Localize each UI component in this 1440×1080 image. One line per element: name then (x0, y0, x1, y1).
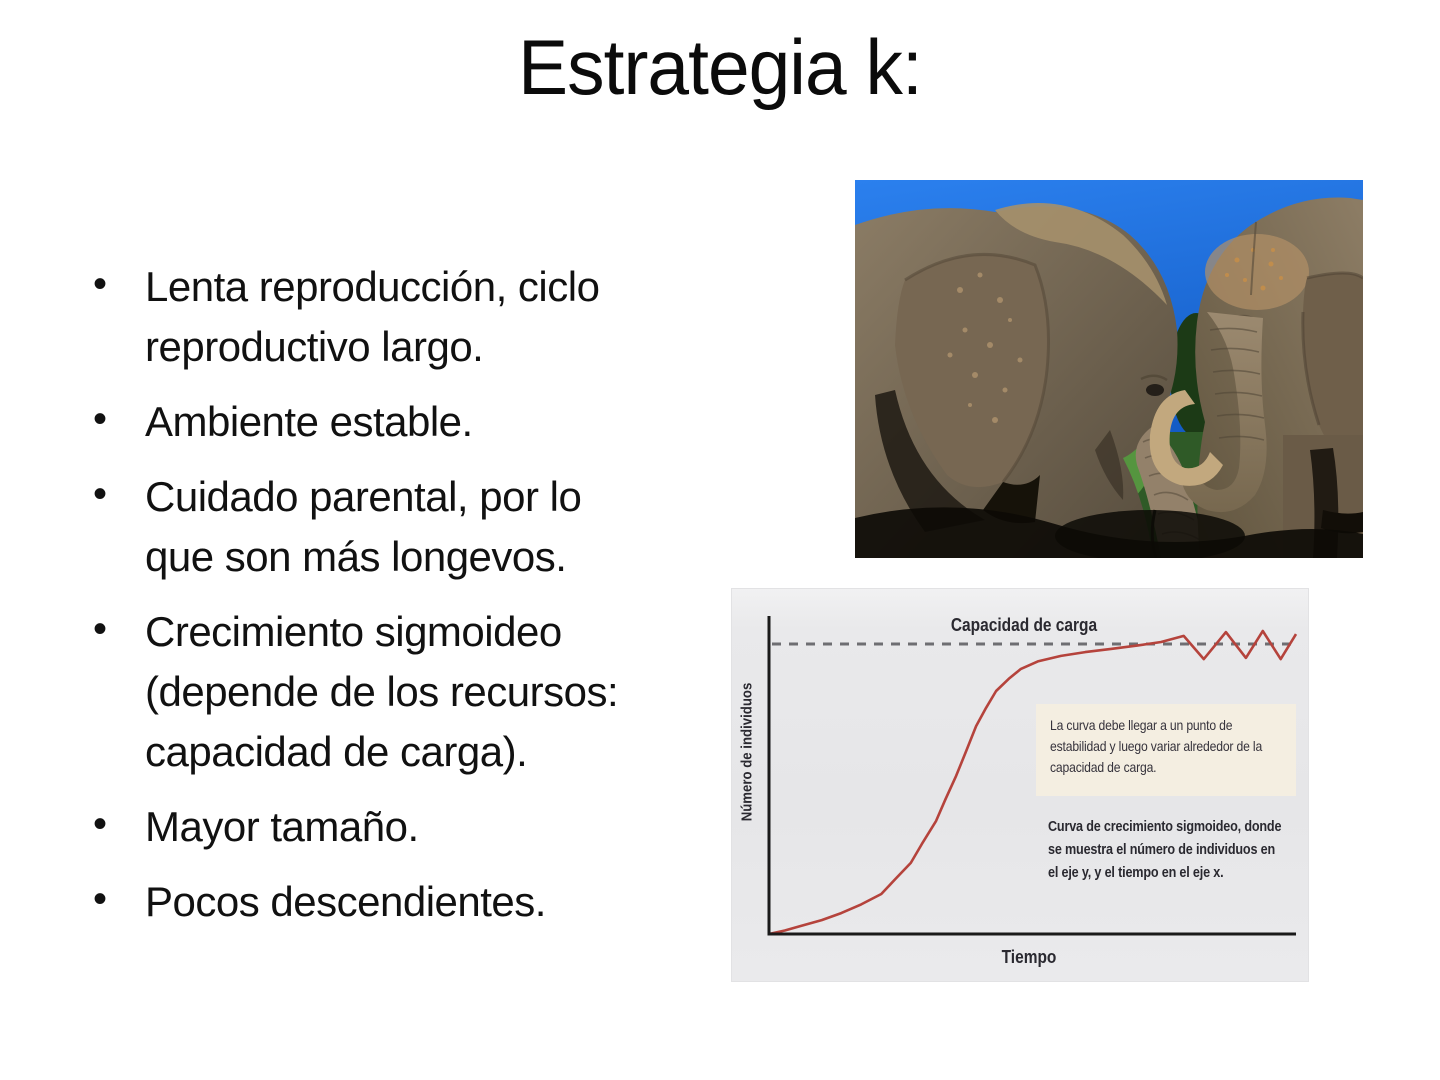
elephants-photo (855, 180, 1363, 558)
bullet-item: • Pocos descendientes. (88, 872, 708, 932)
x-axis-label: Tiempo (1001, 947, 1057, 967)
bullet-item: • Ambiente estable. (88, 392, 708, 452)
bullet-list (88, 257, 708, 947)
page-title: Estrategia k: (518, 23, 922, 111)
bullet-item: • Mayor tamaño. (88, 797, 708, 857)
bullet-item: • Cuidado parental, por lo que son más longevos. (88, 467, 708, 587)
stability-note-text: La curva debe llegar a un punto de estabilidad y luego variar alrededor de la capacidad de carga. (1050, 717, 1263, 775)
caption-text: Curva de crecimiento sigmoideo, donde se muestra el número de individuos en el eje y, y el tiempo en el eje x. (1048, 819, 1282, 881)
y-axis-label: Número de individuos (738, 682, 756, 822)
bullet-item: • Lenta reproducción, ciclo reproductivo largo. (88, 257, 708, 377)
bullet-item: • Crecimiento sigmoideo (depende de los recursos: capacidad de carga). (88, 602, 708, 782)
growth-chart-panel (731, 588, 1309, 982)
stability-note-box (1036, 704, 1296, 796)
carrying-capacity-label: Capacidad de carga (950, 615, 1098, 635)
elephants-photo-canvas (855, 180, 1363, 558)
